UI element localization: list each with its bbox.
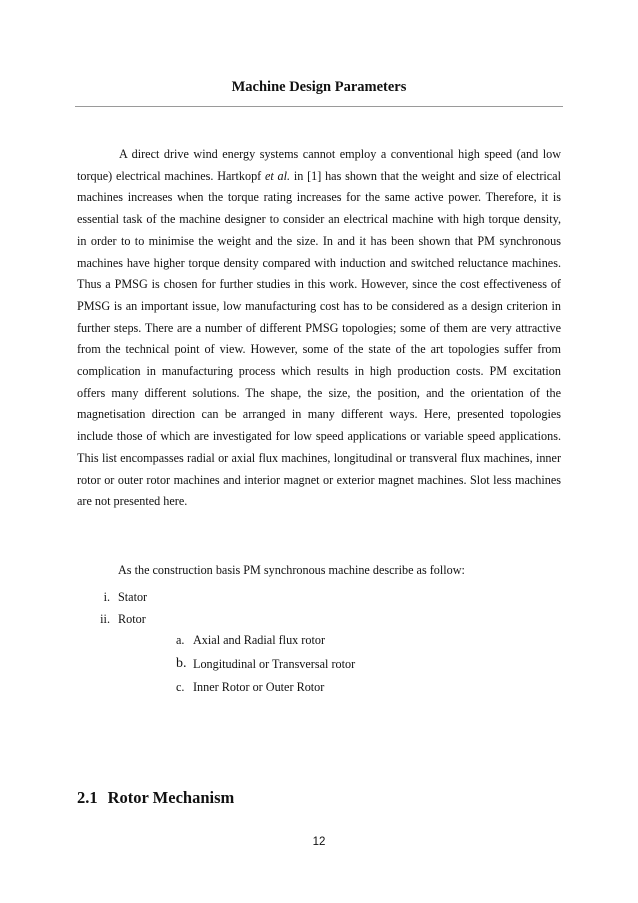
list-item-text: Stator bbox=[118, 590, 148, 604]
section-number: 2.1 bbox=[77, 788, 98, 807]
body-text-part-2: in [1] has shown that the weight and size of electrical machines increases when the torque rating increases for the same active power. Therefore, it is essential task of the machine designer to consider an electrical machine with high torque density, in order to to minimise the weight and the size. In and it has been shown that PM synchronous machines have higher torque density compared with induction and switched reluctance machines. Thus a PMSG is chosen for further studies in this work. However, since the cost effectiveness of PMSG is an important issue, low manufacturing cost has to be considered as a design criterion in further steps. There are a number of different PMSG topologies; some of them are very attractive from the technical point of view. However, some of the state of the art topologies suffer from complication in manufacturing process which results in high production costs. PM excitation offers many different solutions. The shape, the size, the position, and the orientation of the magnetisation direction can be arranged in many different ways. Here, presented topologies include those of which are investigated for low speed applications or variable speed applications. This list encompasses radial or axial flux machines, longitudinal or transveral flux machines, inner rotor or outer rotor machines and interior magnet or exterior magnet machines. Slot less machines are not presented here. bbox=[77, 168, 561, 509]
sub-list-item-text: Axial and Radial flux rotor bbox=[193, 633, 325, 647]
header-title: Machine Design Parameters bbox=[231, 79, 407, 95]
body-paragraph bbox=[77, 144, 561, 513]
page-number: 12 bbox=[312, 836, 326, 848]
sub-list-item-letter: b. bbox=[176, 656, 187, 671]
body-text-part-1: A direct drive wind energy systems cannot employ a conventional high speed (and low torque) electrical machines. Hartkopf bbox=[77, 147, 561, 183]
list-item-text: Rotor bbox=[118, 612, 146, 626]
list-item-number: i. bbox=[103, 590, 110, 604]
section-heading bbox=[77, 788, 234, 808]
list-intro: As the construction basis PM synchronous machine describe as follow: bbox=[118, 563, 465, 577]
header-divider bbox=[75, 106, 563, 107]
sub-list-item-letter: c. bbox=[176, 680, 185, 694]
sub-list-item-text: Inner Rotor or Outer Rotor bbox=[193, 680, 325, 694]
section-title: Rotor Mechanism bbox=[107, 788, 235, 807]
list-item-number: ii. bbox=[100, 612, 110, 626]
sub-list-item-text: Longitudinal or Transversal rotor bbox=[193, 657, 356, 671]
citation-et-al: et al. bbox=[264, 168, 291, 183]
sub-list-item-letter: a. bbox=[176, 633, 185, 647]
